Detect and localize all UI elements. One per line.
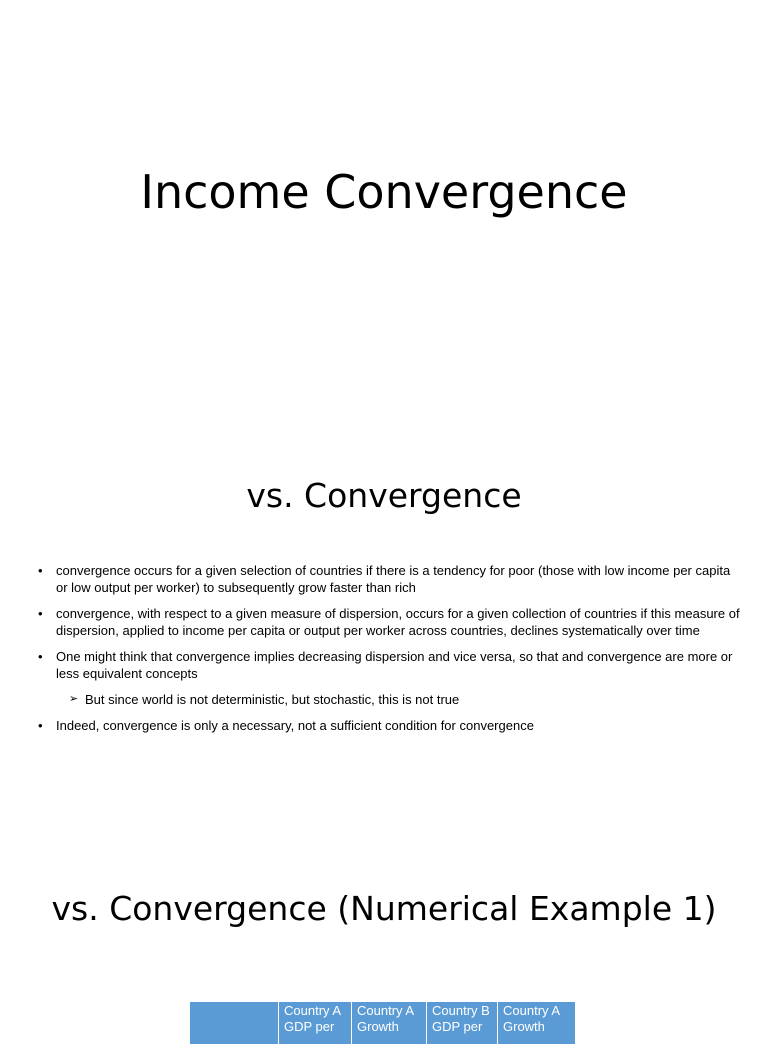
- bullet-text: Indeed, convergence is only a necessary, not a sufficient condition for convergence: [56, 718, 534, 733]
- slide-1-title: Income Convergence: [140, 165, 628, 219]
- table-header-row: [190, 1002, 575, 1044]
- example-table: [190, 1002, 579, 1034]
- table-header-cell: Country A Growth: [352, 1002, 427, 1044]
- sub-bullet-item: [38, 691, 740, 708]
- bullet-item: [38, 648, 740, 682]
- slide-2-bullet-list: [38, 562, 740, 743]
- bullet-marker: •: [38, 718, 43, 733]
- bullet-text: convergence, with respect to a given measure of dispersion, occurs for a given collection of countries if this measure of dispersion, applied to income per capita or output per worker across countries, declines systematically over time: [56, 606, 740, 638]
- table-header-cell: Country B GDP per: [427, 1002, 498, 1044]
- table-header-cell: Country A GDP per: [279, 1002, 352, 1044]
- table-header-cell: Country A Growth: [498, 1002, 576, 1044]
- slide-3-title: vs. Convergence (Numerical Example 1): [51, 889, 717, 928]
- bullet-marker: •: [38, 649, 43, 664]
- bullet-marker: •: [38, 606, 43, 621]
- bullet-text: But since world is not deterministic, but stochastic, this is not true: [85, 692, 460, 707]
- bullet-text: convergence occurs for a given selection of countries if there is a tendency for poor (those with low income per capita or low output per worker) to subsequently grow faster than rich: [56, 563, 731, 595]
- bullet-item: [38, 605, 740, 639]
- table-header-cell: [190, 1002, 279, 1044]
- bullet-text: One might think that convergence implies decreasing dispersion and vice versa, so that and convergence are more or less equivalent concepts: [56, 649, 733, 681]
- slide-2-title: vs. Convergence: [246, 476, 522, 515]
- bullet-item: [38, 717, 740, 734]
- bullet-marker: •: [38, 563, 43, 578]
- bullet-item: [38, 562, 740, 596]
- arrow-bullet-icon: ➢: [69, 693, 79, 705]
